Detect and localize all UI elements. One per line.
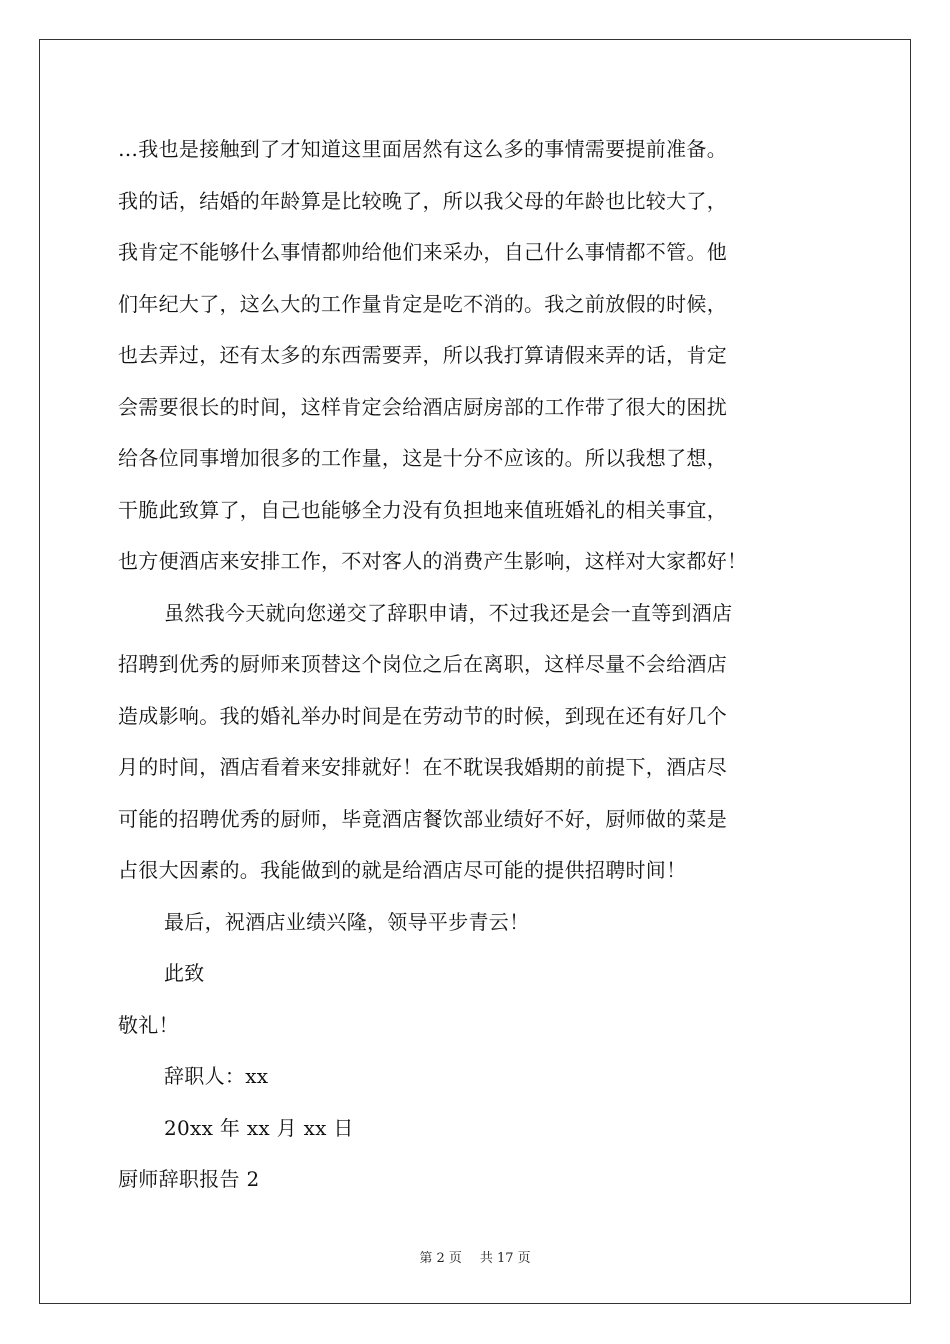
document-body <box>118 124 834 1206</box>
text-line: 月的时间，酒店看着来安排就好！在不耽误我婚期的前提下，酒店尽 <box>118 755 727 779</box>
text-line: 干脆此致算了，自己也能够全力没有负担地来值班婚礼的相关事宜， <box>118 497 727 522</box>
text-line: 也方便酒店来安排工作，不对客人的消费产生影响，这样对大家都好！ <box>118 549 748 573</box>
text-line: …我也是接触到了才知道这里面居然有这么多的事情需要提前准备。 <box>118 137 727 161</box>
page-footer <box>0 1247 950 1266</box>
salutation-jingli: 敬礼！ <box>118 1012 179 1037</box>
text-line: 会需要很长的时间，这样肯定会给酒店厨房部的工作带了很大的困扰 <box>118 394 727 419</box>
page-total: 共 17 页 <box>479 1251 531 1266</box>
text-line: 占很大因素的。我能做到的就是给酒店尽可能的提供招聘时间！ <box>118 858 687 882</box>
text-line: 们年纪大了，这么大的工作量肯定是吃不消的。我之前放假的时候， <box>118 291 727 316</box>
date-line: 20xx 年 xx 月 xx 日 <box>164 1115 354 1140</box>
paragraph-start-line: 虽然我今天就向您递交了辞职申请，不过我还是会一直等到酒店 <box>164 600 733 625</box>
text-line: 造成影响。我的婚礼举办时间是在劳动节的时候，到现在还有好几个 <box>118 703 727 728</box>
signature-line: 辞职人：xx <box>164 1064 269 1088</box>
text-line: 给各位同事增加很多的工作量，这是十分不应该的。所以我想了想， <box>118 446 727 470</box>
salutation-cizhi: 此致 <box>164 961 205 985</box>
text-line: 可能的招聘优秀的厨师，毕竟酒店餐饮部业绩好不好，厨师做的菜是 <box>118 806 727 831</box>
next-section-title: 厨师辞职报告 2 <box>118 1167 260 1191</box>
page-number: 第 2 页 <box>419 1251 462 1266</box>
text-line: 我的话，结婚的年龄算是比较晚了，所以我父母的年龄也比较大了， <box>118 188 727 213</box>
text-line: 招聘到优秀的厨师来顶替这个岗位之后在离职，这样尽量不会给酒店 <box>118 652 727 676</box>
closing-wish: 最后，祝酒店业绩兴隆，领导平步青云！ <box>164 909 530 934</box>
text-line: 也去弄过，还有太多的东西需要弄，所以我打算请假来弄的话，肯定 <box>118 343 727 367</box>
text-line: 我肯定不能够什么事情都帅给他们来采办，自己什么事情都不管。他 <box>118 240 727 264</box>
